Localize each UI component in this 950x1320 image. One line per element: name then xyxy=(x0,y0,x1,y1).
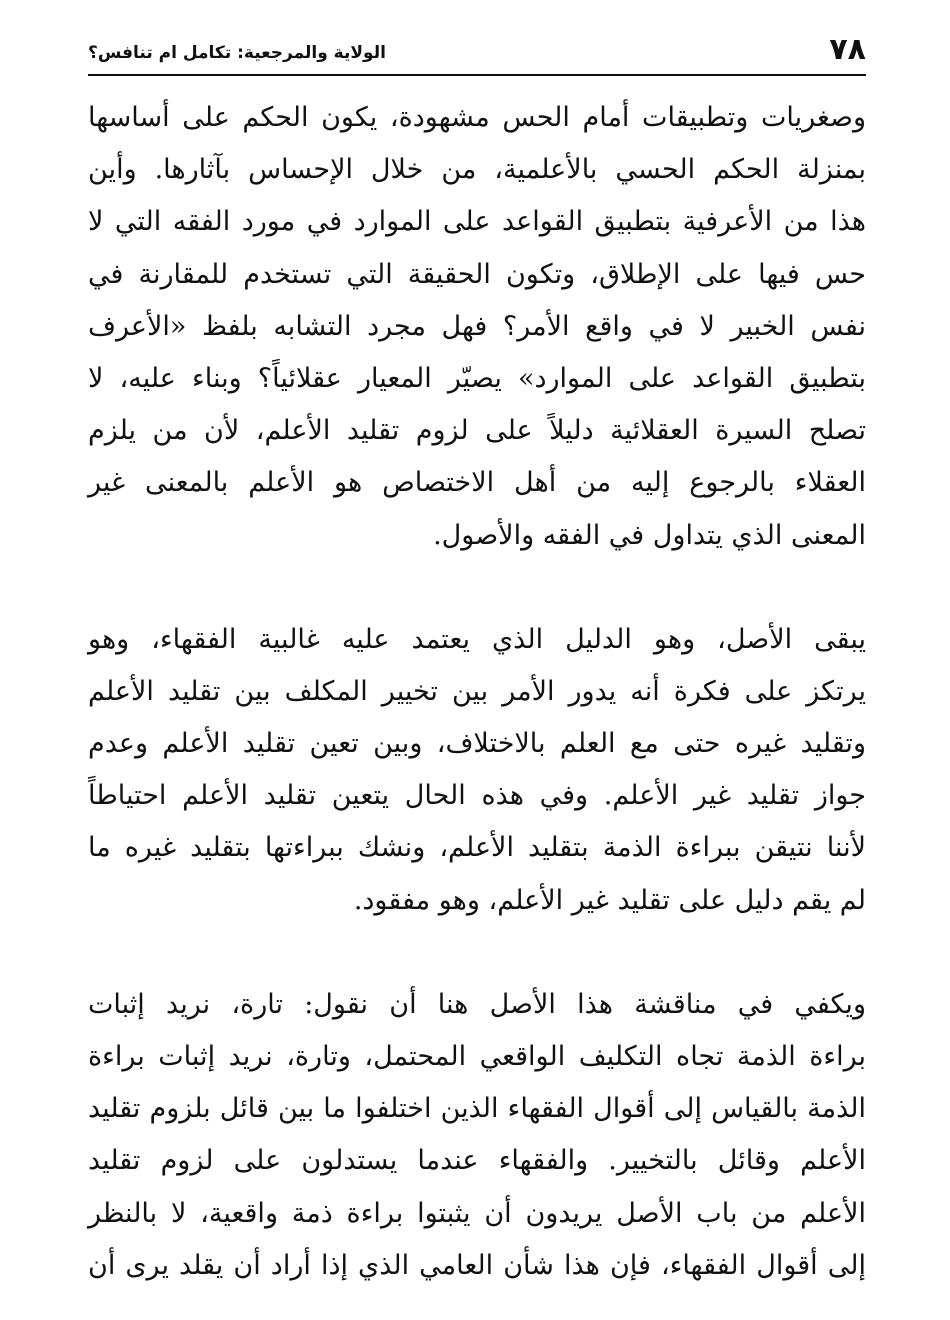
paragraph-1 xyxy=(88,92,866,562)
text-line: جواز تقليد غير الأعلم. وفي هذه الحال يتعين تقليد الأعلم احتياطاً xyxy=(88,780,866,812)
text-line: تصلح السيرة العقلائية دليلاً على لزوم تقليد الأعلم، لأن من يلزم xyxy=(88,415,866,447)
text-line: المعنى الذي يتداول في الفقه والأصول. xyxy=(433,519,866,551)
text-line: لم يقم دليل على تقليد غير الأعلم، وهو مفقود. xyxy=(353,884,866,916)
text-line: حس فيها على الإطلاق، وتكون الحقيقة التي تستخدم للمقارنة في xyxy=(88,258,866,290)
body-text xyxy=(88,92,866,1292)
text-line: العقلاء بالرجوع إليه من أهل الاختصاص هو الأعلم بالمعنى غير xyxy=(88,467,866,499)
header-rule xyxy=(88,74,866,76)
text-line: بتطبيق القواعد على الموارد» يصيّر المعيار عقلائياً؟ وبناء عليه، لا xyxy=(88,362,866,394)
text-line: وصغريات وتطبيقات أمام الحس مشهودة، يكون الحكم على أساسها xyxy=(88,102,866,133)
text-line: إلى أقوال الفقهاء، فإن هذا شأن العامي الذي إذا أراد أن يقلد يرى أن xyxy=(88,1249,866,1281)
text-line: الذمة بالقياس إلى أقوال الفقهاء الذين اختلفوا ما بين قائل بلزوم تقليد xyxy=(88,1093,866,1125)
text-line: نفس الخبير لا في واقع الأمر؟ فهل مجرد التشابه بلفظ «الأعرف xyxy=(88,310,866,342)
paragraph-gap xyxy=(88,927,866,979)
page-number: ٧٨ xyxy=(829,32,866,67)
text-line: الأعلم وقائل بالتخيير. والفقهاء عندما يستدلون على لزوم تقليد xyxy=(88,1145,866,1177)
paragraph-3 xyxy=(88,979,866,1292)
page-header xyxy=(88,28,866,72)
paragraph-gap xyxy=(88,562,866,614)
paragraph-2 xyxy=(88,614,866,927)
text-line: ويكفي في مناقشة هذا الأصل هنا أن نقول: تارة، نريد إثبات xyxy=(88,988,866,1020)
text-line: لأننا نتيقن ببراءة الذمة بتقليد الأعلم، ونشك ببراءتها بتقليد غيره ما xyxy=(88,832,866,864)
running-title: الولاية والمرجعية: تكامل ام تنافس؟ xyxy=(88,43,386,63)
text-line: براءة الذمة تجاه التكليف الواقعي المحتمل، وتارة، نريد إثبات براءة xyxy=(88,1041,866,1072)
text-line: وتقليد غيره حتى مع العلم بالاختلاف، وبين تعين تقليد الأعلم وعدم xyxy=(88,728,866,760)
text-line: هذا من الأعرفية بتطبيق القواعد على الموارد في مورد الفقه التي لا xyxy=(88,206,866,238)
text-line: بمنزلة الحكم الحسي بالأعلمية، من خلال الإحساس بآثارها. وأين xyxy=(88,154,866,186)
text-line: يرتكز على فكرة أنه يدور الأمر بين تخيير المكلف بين تقليد الأعلم xyxy=(88,675,866,707)
text-line: يبقى الأصل، وهو الدليل الذي يعتمد عليه غالبية الفقهاء، وهو xyxy=(88,623,866,655)
text-line: الأعلم من باب الأصل يريدون أن يثبتوا براءة ذمة واقعية، لا بالنظر xyxy=(88,1197,866,1229)
